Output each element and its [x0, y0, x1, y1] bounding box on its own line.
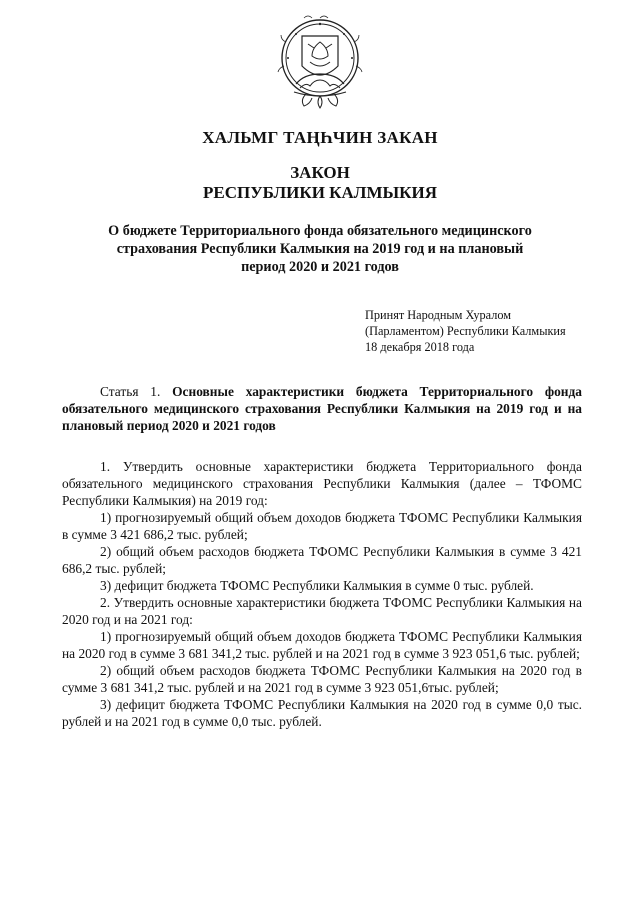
adoption-note	[365, 307, 615, 355]
law-heading	[0, 163, 640, 203]
paragraph: 2. Утвердить основные характеристики бюджета ТФОМС Республики Калмыкия на 2020 год и на 2021 год:	[62, 595, 582, 627]
paragraph: 3) дефицит бюджета ТФОМС Республики Калмыкия в сумме 0 тыс. рублей.	[100, 578, 534, 593]
law-subject-title: О бюджете Территориального фонда обязательного медицинского страхования Республики Калмыкия на 2019 год и на плановый период 2020 и 2021 годов	[108, 223, 532, 275]
adoption-line1: Принят Народным Хуралом	[365, 308, 512, 322]
paragraph: 1. Утвердить основные характеристики бюджета Территориального фонда обязательного медицинского страхования Республики Калмыкия (далее – ТФОМС Республики Калмыкия) на 2019 год:	[62, 459, 582, 508]
kalmyk-law-heading: ХАЛЬМГ ТАҢҺЧИН ЗАКАН	[202, 128, 438, 147]
adoption-line3: 18 декабря 2018 года	[365, 340, 475, 354]
paragraph: 1) прогнозируемый общий объем доходов бюджета ТФОМС Республики Калмыкия на 2020 год в сумме 3 681 341,2 тыс. рублей и на 2021 год в сумме 3 923 051,6 тыс. рублей;	[62, 629, 582, 661]
adoption-line2: (Парламентом) Республики Калмыкия	[365, 324, 566, 338]
article-number: Статья 1.	[100, 384, 161, 399]
article-title: Основные характеристики бюджета Территориального фонда обязательного медицинского страхования Республики Калмыкия на 2019 год и на плановый период 2020 и 2021 годов	[62, 384, 582, 433]
article-body	[62, 458, 582, 730]
article-heading	[62, 383, 582, 434]
paragraph: 2) общий объем расходов бюджета ТФОМС Республики Калмыкия в сумме 3 421 686,2 тыс. рублей;	[62, 544, 582, 576]
coat-of-arms-emblem	[276, 14, 364, 114]
paragraph: 2) общий объем расходов бюджета ТФОМС Республики Калмыкия на 2020 год в сумме 3 681 341,2 тыс. рублей и на 2021 год в сумме 3 923 051,6тыс. рублей;	[62, 663, 582, 695]
law-heading-line1: ЗАКОН	[290, 163, 350, 182]
paragraph: 3) дефицит бюджета ТФОМС Республики Калмыкия на 2020 год в сумме 0,0 тыс. рублей и на 2021 год в сумме 0,0 тыс. рублей.	[62, 697, 582, 729]
law-heading-line2: РЕСПУБЛИКИ КАЛМЫКИЯ	[202, 183, 438, 202]
paragraph: 1) прогнозируемый общий объем доходов бюджета ТФОМС Республики Калмыкия в сумме 3 421 686,2 тыс. рублей;	[62, 510, 582, 542]
